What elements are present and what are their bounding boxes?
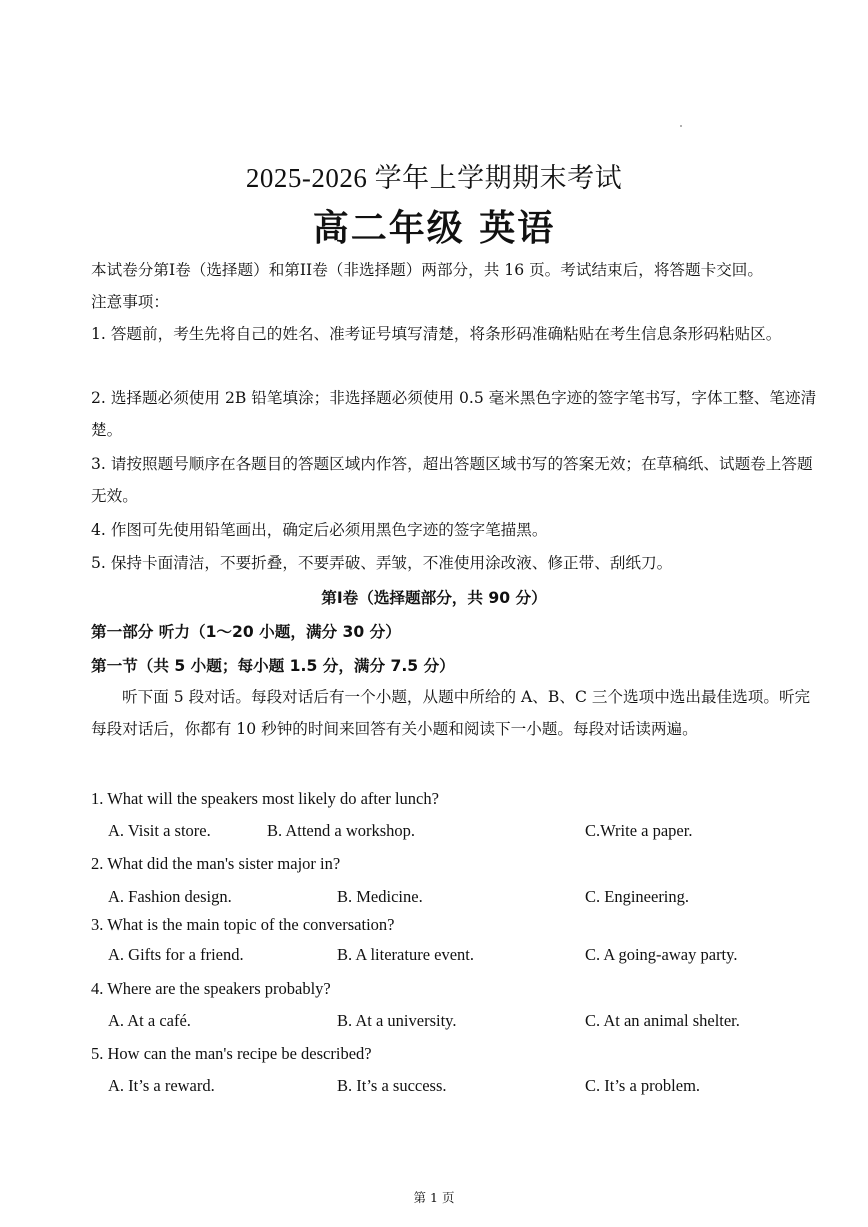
scan-speck [680,125,682,127]
question-2-option-b: B. Medicine. [337,887,423,906]
exam-subject-title: 高二年级 英语 [312,208,556,249]
notice-item-1: 1. 答题前，考生先将自己的姓名、准考证号填写清楚，将条形码准确粘贴在考生信息条形码粘贴区。 [91,325,782,343]
question-1-option-b: B. Attend a workshop. [267,821,416,840]
part-one-heading: 第一部分 听力（1～20 小题，满分 30 分） [91,623,401,641]
page-number: 第 1 页 [413,1190,455,1205]
question-3-stem: 3. What is the main topic of the conversation? [91,915,395,934]
listening-instructions: 听下面 5 段对话。每段对话后有一个小题，从题中所给的 A、B、C 三个选项中选出最佳选项。听完每段对话后，你都有 10 秒钟的时间来回答有关小题和阅读下一小题。每段对话读两遍。 [91,688,811,738]
question-3-option-a: A. Gifts for a friend. [108,945,244,964]
question-3-option-c: C. A going-away party. [585,945,738,964]
question-4-option-b: B. At a university. [337,1011,457,1030]
question-5-option-a: A. It’s a reward. [108,1076,215,1095]
section-one-heading: 第一节（共 5 小题；每小题 1.5 分，满分 7.5 分） [91,657,455,675]
question-1-option-c: C.Write a paper. [585,821,693,840]
intro-text: 本试卷分第I卷（选择题）和第II卷（非选择题）两部分，共 16 页。考试结束后，将答题卡交回。 [91,261,763,279]
question-2-stem: 2. What did the man's sister major in? [91,854,341,873]
question-4-option-a: A. At a café. [108,1011,191,1030]
exam-title: 2025-2026 学年上学期期末考试 [245,163,623,193]
question-4-stem: 4. Where are the speakers probably? [91,979,331,998]
question-1-option-a: A. Visit a store. [108,821,211,840]
notice-item-4: 4. 作图可先使用铅笔画出，确定后必须用黑色字迹的签字笔描黑。 [91,521,548,539]
question-2-option-c: C. Engineering. [585,887,690,906]
notice-item-5: 5. 保持卡面清洁，不要折叠，不要弄破、弄皱，不准使用涂改液、修正带、刮纸刀。 [91,554,673,572]
notice-heading: 注意事项： [91,293,169,311]
question-1-stem: 1. What will the speakers most likely do after lunch? [91,789,439,808]
question-5-option-b: B. It’s a success. [337,1076,447,1095]
notice-item-3: 3. 请按照题号顺序在各题目的答题区域内作答，超出答题区域书写的答案无效；在草稿纸、试题卷上答题无效。 [91,455,813,505]
question-3-option-b: B. A literature event. [337,945,475,964]
notice-item-2: 2. 选择题必须使用 2B 铅笔填涂；非选择题必须使用 0.5 毫米黑色字迹的签字笔书写，字体工整、笔迹清楚。 [91,389,817,439]
question-5-option-c: C. It’s a problem. [585,1076,701,1095]
question-2-option-a: A. Fashion design. [108,887,232,906]
question-4-option-c: C. At an animal shelter. [585,1011,740,1030]
question-5-stem: 5. How can the man's recipe be described? [91,1044,372,1063]
volume-title: 第I卷（选择题部分，共 90 分） [321,589,547,607]
